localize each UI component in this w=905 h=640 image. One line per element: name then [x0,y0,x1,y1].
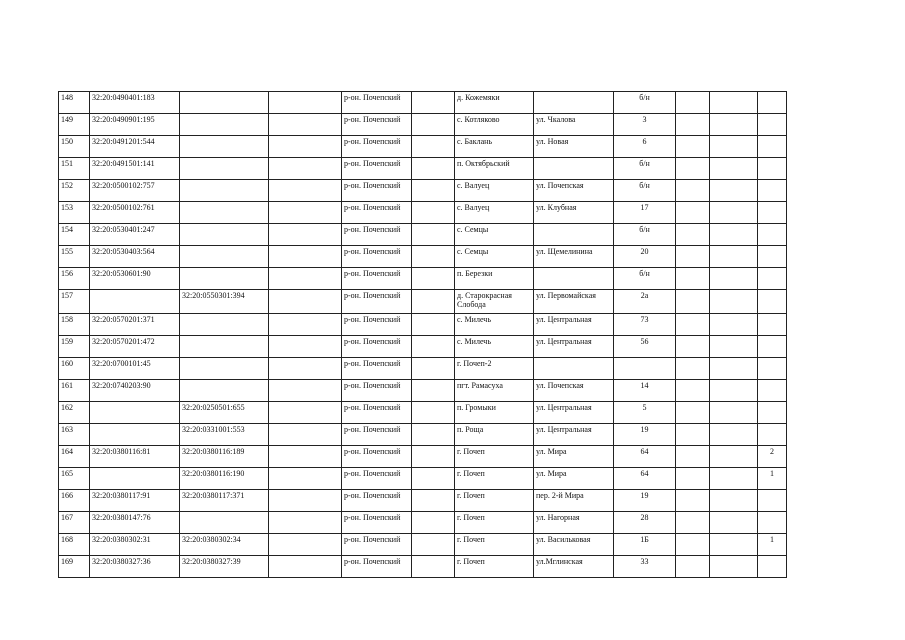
empty-cell [710,202,758,224]
count-cell [758,202,787,224]
empty-cell [412,534,455,556]
settlement-cell: п. Роща [455,424,534,446]
cadastral-number-2: 32:20:0250501:655 [180,402,269,424]
house-number-cell: б/н [614,268,676,290]
empty-cell [269,246,342,268]
count-cell [758,92,787,114]
district-cell: р-он. Почепский [342,490,412,512]
row-number: 169 [59,556,90,578]
empty-cell [412,380,455,402]
cadastral-number-2: 32:20:0380117:371 [180,490,269,512]
street-cell: ул. Щемелинина [534,246,614,268]
empty-cell [710,446,758,468]
empty-cell [710,402,758,424]
district-cell: р-он. Почепский [342,534,412,556]
district-cell: р-он. Почепский [342,114,412,136]
empty-cell [269,446,342,468]
empty-cell [676,246,710,268]
settlement-cell: п. Громыки [455,402,534,424]
settlement-cell: п. Березки [455,268,534,290]
row-number: 150 [59,136,90,158]
cadastral-number-2 [180,512,269,534]
count-cell [758,336,787,358]
cadastral-number-1: 32:20:0380327:36 [90,556,180,578]
row-number: 149 [59,114,90,136]
table-row [59,114,787,136]
district-cell: р-он. Почепский [342,136,412,158]
district-cell: р-он. Почепский [342,268,412,290]
cadastral-number-2 [180,158,269,180]
empty-cell [269,92,342,114]
cadastral-number-1 [90,402,180,424]
district-cell: р-он. Почепский [342,424,412,446]
settlement-cell: с. Милечь [455,314,534,336]
street-cell [534,92,614,114]
settlement-cell: г. Почеп [455,534,534,556]
settlement-cell: с. Валуец [455,180,534,202]
cadastral-number-2: 32:20:0550301:394 [180,290,269,314]
row-number: 157 [59,290,90,314]
empty-cell [710,468,758,490]
table-row [59,556,787,578]
row-number: 161 [59,380,90,402]
empty-cell [676,490,710,512]
street-cell: ул. Васильковая [534,534,614,556]
row-number: 148 [59,92,90,114]
cadastral-number-2 [180,92,269,114]
row-number: 163 [59,424,90,446]
empty-cell [676,114,710,136]
count-cell: 1 [758,534,787,556]
empty-cell [269,468,342,490]
house-number-cell: 33 [614,556,676,578]
count-cell [758,268,787,290]
house-number-cell: б/н [614,180,676,202]
table-body [59,92,787,578]
street-cell: ул. Центральная [534,424,614,446]
row-number: 164 [59,446,90,468]
street-cell: ул. Почепская [534,180,614,202]
empty-cell [412,158,455,180]
empty-cell [269,158,342,180]
street-cell: ул. Чкалова [534,114,614,136]
cadastral-number-1: 32:20:0570201:472 [90,336,180,358]
empty-cell [269,202,342,224]
empty-cell [710,556,758,578]
empty-cell [710,158,758,180]
row-number: 153 [59,202,90,224]
cadastral-number-2 [180,246,269,268]
empty-cell [412,336,455,358]
empty-cell [412,136,455,158]
empty-cell [676,92,710,114]
row-number: 155 [59,246,90,268]
empty-cell [412,314,455,336]
count-cell [758,246,787,268]
settlement-cell: д. Кожемяки [455,92,534,114]
house-number-cell: 14 [614,380,676,402]
cadastral-number-1: 32:20:0490901:195 [90,114,180,136]
house-number-cell: 19 [614,424,676,446]
count-cell [758,402,787,424]
cadastral-number-1: 32:20:0490401:183 [90,92,180,114]
row-number: 167 [59,512,90,534]
street-cell: ул. Центральная [534,402,614,424]
cadastral-number-1: 32:20:0530601:90 [90,268,180,290]
table-row [59,468,787,490]
district-cell: р-он. Почепский [342,158,412,180]
settlement-cell: с. Котляково [455,114,534,136]
empty-cell [710,114,758,136]
cadastral-number-1: 32:20:0570201:371 [90,314,180,336]
table-row [59,158,787,180]
table-row [59,92,787,114]
row-number: 166 [59,490,90,512]
row-number: 165 [59,468,90,490]
empty-cell [412,202,455,224]
empty-cell [710,224,758,246]
table-row [59,246,787,268]
empty-cell [269,556,342,578]
settlement-cell: г. Почеп [455,446,534,468]
settlement-cell: г. Почеп [455,556,534,578]
house-number-cell: 28 [614,512,676,534]
cadastral-number-2 [180,202,269,224]
street-cell [534,358,614,380]
empty-cell [710,358,758,380]
district-cell: р-он. Почепский [342,446,412,468]
street-cell: ул. Мира [534,446,614,468]
district-cell: р-он. Почепский [342,358,412,380]
empty-cell [676,512,710,534]
cadastral-number-1: 32:20:0500102:757 [90,180,180,202]
empty-cell [710,180,758,202]
row-number: 152 [59,180,90,202]
empty-cell [269,424,342,446]
street-cell: ул. Нагорная [534,512,614,534]
empty-cell [269,358,342,380]
empty-cell [710,92,758,114]
house-number-cell: 3 [614,114,676,136]
empty-cell [412,446,455,468]
empty-cell [676,446,710,468]
cadastral-number-1: 32:20:0380116:81 [90,446,180,468]
cadastral-number-2: 32:20:0380327:39 [180,556,269,578]
house-number-cell: 64 [614,446,676,468]
house-number-cell: 64 [614,468,676,490]
empty-cell [676,224,710,246]
count-cell [758,180,787,202]
street-cell: ул. Центральная [534,336,614,358]
settlement-cell: г. Почеп-2 [455,358,534,380]
row-number: 154 [59,224,90,246]
empty-cell [412,114,455,136]
street-cell: ул. Центральная [534,314,614,336]
empty-cell [710,424,758,446]
cadastral-number-1: 32:20:0491501:141 [90,158,180,180]
street-cell: ул. Клубная [534,202,614,224]
cadastral-number-1: 32:20:0740203:90 [90,380,180,402]
street-cell: ул. Почепская [534,380,614,402]
table-row [59,424,787,446]
street-cell [534,224,614,246]
street-cell: ул. Новая [534,136,614,158]
count-cell [758,314,787,336]
empty-cell [676,468,710,490]
empty-cell [676,556,710,578]
cadastral-number-2: 32:20:0380116:189 [180,446,269,468]
empty-cell [710,268,758,290]
cadastral-number-2 [180,268,269,290]
cadastral-number-1: 32:20:0500102:761 [90,202,180,224]
empty-cell [676,290,710,314]
row-number: 160 [59,358,90,380]
table-row [59,446,787,468]
row-number: 168 [59,534,90,556]
settlement-cell: с. Баклань [455,136,534,158]
cadastral-number-1 [90,424,180,446]
empty-cell [269,380,342,402]
empty-cell [269,314,342,336]
empty-cell [412,358,455,380]
cadastral-number-1 [90,290,180,314]
settlement-cell: с. Семцы [455,246,534,268]
empty-cell [710,314,758,336]
count-cell: 2 [758,446,787,468]
empty-cell [710,246,758,268]
empty-cell [269,336,342,358]
cadastral-number-2 [180,314,269,336]
cadastral-number-1 [90,468,180,490]
row-number: 156 [59,268,90,290]
empty-cell [676,424,710,446]
count-cell: 1 [758,468,787,490]
empty-cell [412,490,455,512]
district-cell: р-он. Почепский [342,246,412,268]
empty-cell [412,268,455,290]
cadastral-number-1: 32:20:0380117:91 [90,490,180,512]
table-row [59,336,787,358]
table-row [59,534,787,556]
empty-cell [412,290,455,314]
settlement-cell: д. Старокрасная Слобода [455,290,534,314]
empty-cell [710,336,758,358]
count-cell [758,136,787,158]
settlement-cell: п. Октябрьский [455,158,534,180]
empty-cell [412,402,455,424]
count-cell [758,114,787,136]
cadastral-number-2: 32:20:0380116:190 [180,468,269,490]
empty-cell [676,268,710,290]
empty-cell [269,180,342,202]
street-cell [534,268,614,290]
empty-cell [676,202,710,224]
settlement-cell: с. Семцы [455,224,534,246]
house-number-cell: 56 [614,336,676,358]
empty-cell [269,402,342,424]
empty-cell [269,136,342,158]
district-cell: р-он. Почепский [342,336,412,358]
house-number-cell: 2а [614,290,676,314]
house-number-cell: 1Б [614,534,676,556]
street-cell: ул. Мира [534,468,614,490]
table-row [59,512,787,534]
district-cell: р-он. Почепский [342,380,412,402]
cadastral-number-1: 32:20:0380147:76 [90,512,180,534]
count-cell [758,290,787,314]
table-row [59,202,787,224]
house-number-cell: 73 [614,314,676,336]
district-cell: р-он. Почепский [342,512,412,534]
district-cell: р-он. Почепский [342,202,412,224]
empty-cell [269,490,342,512]
row-number: 151 [59,158,90,180]
count-cell [758,556,787,578]
cadastral-number-2 [180,224,269,246]
settlement-cell: г. Почеп [455,512,534,534]
table-row [59,290,787,314]
count-cell [758,424,787,446]
cadastral-number-1: 32:20:0700101:45 [90,358,180,380]
empty-cell [412,224,455,246]
empty-cell [710,490,758,512]
empty-cell [710,512,758,534]
cadastral-number-2 [180,114,269,136]
empty-cell [710,290,758,314]
house-number-cell: 5 [614,402,676,424]
empty-cell [269,290,342,314]
table-row [59,136,787,158]
district-cell: р-он. Почепский [342,224,412,246]
district-cell: р-он. Почепский [342,180,412,202]
street-cell: пер. 2-й Мира [534,490,614,512]
empty-cell [412,246,455,268]
empty-cell [676,336,710,358]
empty-cell [710,534,758,556]
empty-cell [412,180,455,202]
table-row [59,490,787,512]
empty-cell [710,136,758,158]
district-cell: р-он. Почепский [342,402,412,424]
house-number-cell: б/н [614,224,676,246]
empty-cell [676,380,710,402]
district-cell: р-он. Почепский [342,556,412,578]
table-row [59,358,787,380]
table-row [59,402,787,424]
cadastral-number-2 [180,336,269,358]
empty-cell [412,424,455,446]
cadastral-number-1: 32:20:0491201:544 [90,136,180,158]
count-cell [758,380,787,402]
empty-cell [710,380,758,402]
empty-cell [676,534,710,556]
house-number-cell: 19 [614,490,676,512]
row-number: 162 [59,402,90,424]
settlement-cell: с. Милечь [455,336,534,358]
count-cell [758,358,787,380]
empty-cell [269,114,342,136]
empty-cell [269,512,342,534]
empty-cell [676,358,710,380]
cadastral-number-2: 32:20:0380302:34 [180,534,269,556]
house-number-cell: б/н [614,92,676,114]
cadastral-number-2 [180,180,269,202]
row-number: 159 [59,336,90,358]
table-row [59,380,787,402]
count-cell [758,512,787,534]
settlement-cell: с. Валуец [455,202,534,224]
district-cell: р-он. Почепский [342,314,412,336]
count-cell [758,490,787,512]
empty-cell [676,402,710,424]
cadastral-number-1: 32:20:0530401:247 [90,224,180,246]
street-cell: ул.Мглинская [534,556,614,578]
settlement-cell: г. Почеп [455,468,534,490]
empty-cell [676,180,710,202]
table-row [59,314,787,336]
empty-cell [269,534,342,556]
house-number-cell: 6 [614,136,676,158]
house-number-cell [614,358,676,380]
row-number: 158 [59,314,90,336]
property-table [58,91,787,578]
settlement-cell: пгт. Рамасуха [455,380,534,402]
empty-cell [412,92,455,114]
cadastral-number-1: 32:20:0530403:564 [90,246,180,268]
empty-cell [676,158,710,180]
district-cell: р-он. Почепский [342,468,412,490]
empty-cell [269,224,342,246]
table-row [59,180,787,202]
cadastral-number-2 [180,380,269,402]
empty-cell [676,314,710,336]
cadastral-number-2: 32:20:0331001:553 [180,424,269,446]
table-row [59,268,787,290]
cadastral-number-2 [180,358,269,380]
table-row [59,224,787,246]
district-cell: р-он. Почепский [342,92,412,114]
empty-cell [412,556,455,578]
street-cell: ул. Первомайская [534,290,614,314]
settlement-cell: г. Почеп [455,490,534,512]
house-number-cell: 20 [614,246,676,268]
empty-cell [269,268,342,290]
count-cell [758,224,787,246]
house-number-cell: 17 [614,202,676,224]
empty-cell [412,468,455,490]
count-cell [758,158,787,180]
district-cell: р-он. Почепский [342,290,412,314]
house-number-cell: б/н [614,158,676,180]
cadastral-number-2 [180,136,269,158]
empty-cell [676,136,710,158]
empty-cell [412,512,455,534]
street-cell [534,158,614,180]
cadastral-number-1: 32:20:0380302:31 [90,534,180,556]
